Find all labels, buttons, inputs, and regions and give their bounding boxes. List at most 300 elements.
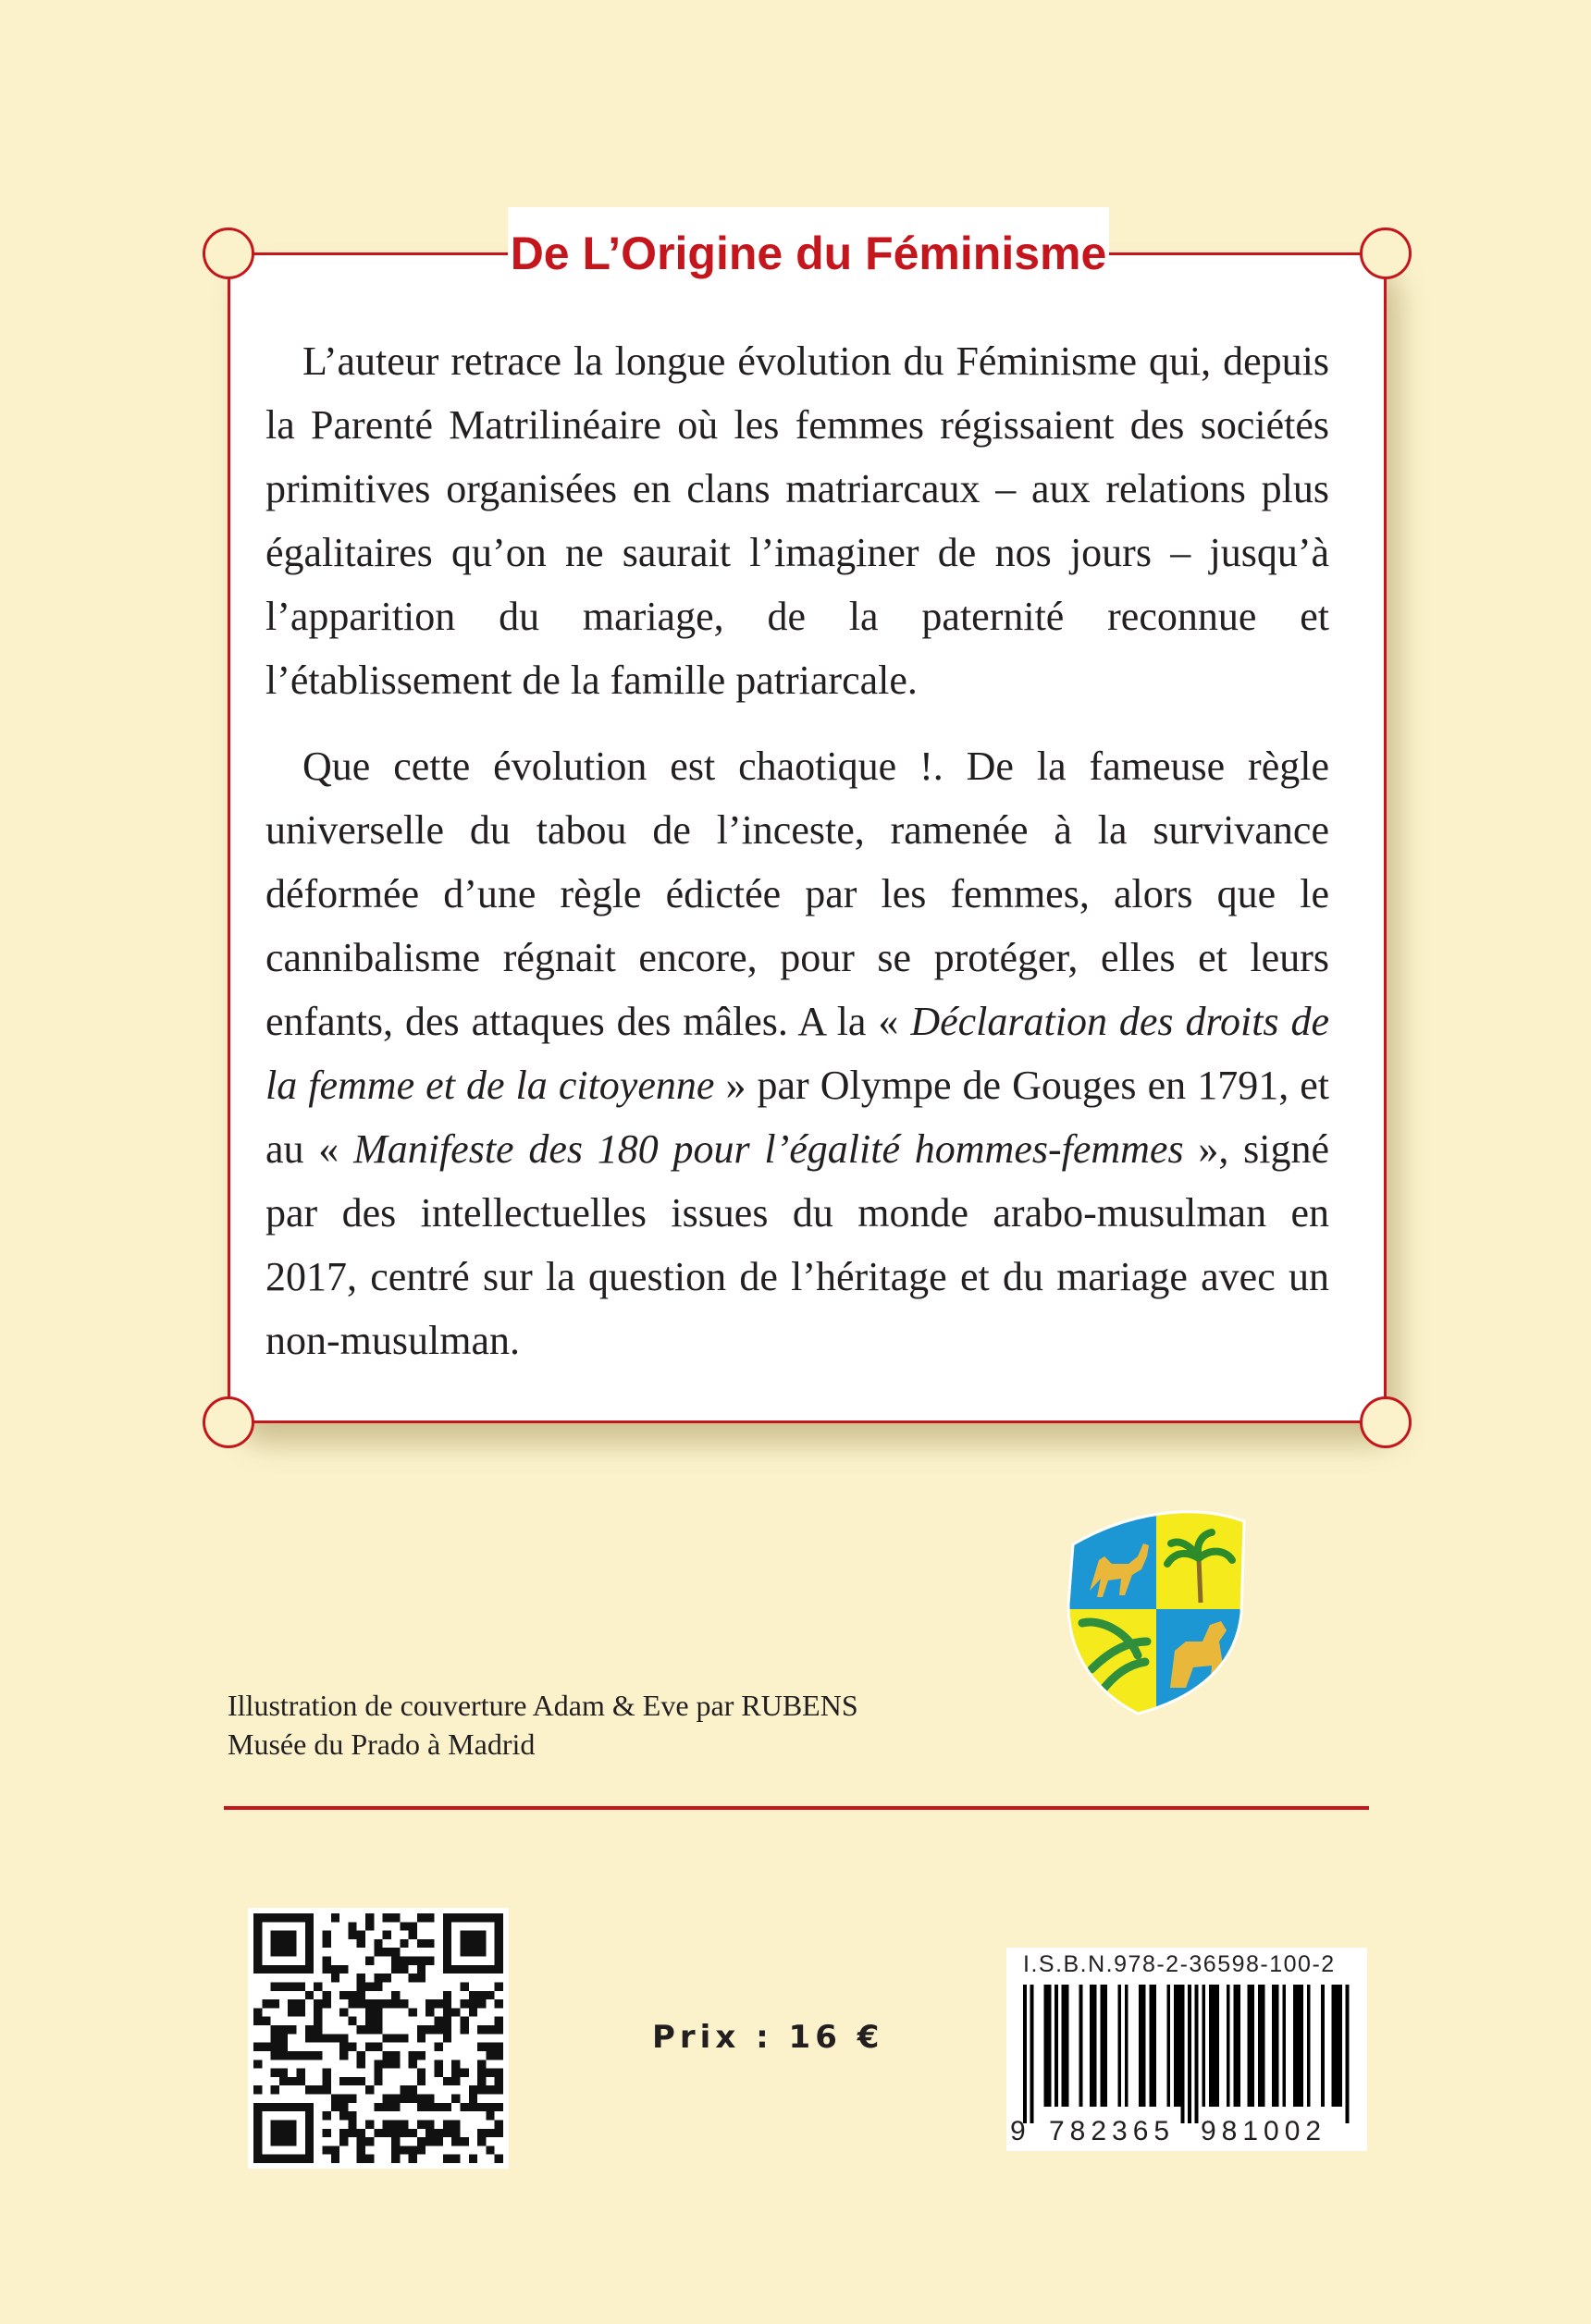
qr-module [435, 1999, 443, 2008]
qr-module [495, 1965, 503, 1974]
qr-module [253, 1957, 262, 1965]
barcode-bar [1023, 1985, 1027, 2123]
barcode-bar [1202, 1985, 1205, 2107]
qr-module [357, 1939, 365, 1948]
qr-module [383, 2051, 391, 2060]
qr-module [288, 2103, 296, 2111]
summary-paragraph-2-part-2: » par Olympe de Gouges en 1791, et au « [265, 1063, 1329, 1172]
qr-module [469, 1948, 477, 1956]
qr-module [417, 2077, 426, 2085]
barcode-bar [1125, 1985, 1128, 2107]
qr-module [374, 1939, 382, 1948]
divider [224, 1806, 1369, 1810]
qr-module [374, 1948, 382, 1956]
barcode-bar [1282, 1985, 1286, 2107]
qr-module [451, 2008, 460, 2016]
qr-module [435, 2025, 443, 2034]
qr-module [495, 1931, 503, 1939]
qr-module [262, 2155, 270, 2163]
qr-module [469, 2103, 477, 2111]
qr-module [288, 1939, 296, 1948]
qr-module [348, 2095, 356, 2103]
qr-module [383, 2129, 391, 2137]
qr-module [460, 2069, 468, 2077]
qr-module [279, 1931, 288, 1939]
qr-module [495, 2025, 503, 2034]
qr-module [253, 2129, 262, 2137]
barcode-bar [1065, 1985, 1068, 2107]
qr-module [443, 1939, 451, 1948]
credits-line-1: Illustration de couverture Adam & Eve par RUBENS [228, 1689, 858, 1722]
qr-module [365, 2085, 374, 2094]
qr-module [357, 1931, 365, 1939]
qr-module [409, 2129, 417, 2137]
qr-module [322, 2077, 330, 2085]
qr-module [297, 2069, 305, 2077]
qr-module [460, 1999, 468, 2008]
qr-module [391, 2103, 400, 2111]
qr-module [305, 1931, 314, 1939]
qr-module [391, 1957, 400, 1965]
qr-module [271, 1948, 279, 1956]
qr-module [339, 2077, 348, 2085]
qr-module [443, 1991, 451, 1999]
barcode-bar [1215, 1985, 1219, 2107]
qr-module [297, 2155, 305, 2163]
barcode-bar [1117, 1985, 1121, 2107]
qr-module [374, 2077, 382, 2085]
qr-module [435, 2069, 443, 2077]
qr-module [486, 2129, 494, 2137]
qr-module [253, 2155, 262, 2163]
qr-module [409, 1957, 417, 1965]
qr-module [451, 2120, 460, 2128]
qr-module [322, 1931, 330, 1939]
qr-module [339, 2043, 348, 2051]
qr-module [426, 1957, 434, 1965]
qr-module [460, 1965, 468, 1974]
qr-module [495, 2129, 503, 2137]
barcode-bar [1090, 1985, 1093, 2107]
barcode-bar [1307, 1985, 1311, 2107]
qr-module [486, 2085, 494, 2094]
qr-module [253, 2085, 262, 2094]
qr-module [305, 1939, 314, 1948]
qr-module [305, 1957, 314, 1965]
qr-module [477, 2025, 486, 2034]
qr-module [435, 2043, 443, 2051]
qr-module [365, 2120, 374, 2128]
qr-module [383, 1948, 391, 1956]
qr-module [486, 2146, 494, 2154]
qr-module [426, 2095, 434, 2103]
qr-module [288, 2051, 296, 2060]
barcode-bar [1272, 1985, 1276, 2107]
qr-module [348, 1991, 356, 1999]
qr-module [451, 2069, 460, 2077]
qr-module [305, 1948, 314, 1956]
qr-module [365, 1913, 374, 1922]
qr-module [348, 2043, 356, 2051]
qr-module [391, 2120, 400, 2128]
qr-module [477, 2103, 486, 2111]
qr-module [271, 2129, 279, 2137]
price-label: Prix : 16 € [652, 2019, 884, 2056]
qr-module [279, 1982, 288, 1990]
qr-module [495, 2103, 503, 2111]
qr-module [331, 1913, 339, 1922]
qr-module [365, 1982, 374, 1990]
qr-module [435, 2060, 443, 2068]
qr-module [322, 1991, 330, 1999]
isbn-number: I.S.B.N.978-2-36598-100-2 [1023, 1951, 1336, 1977]
card-corner-top-right [1360, 227, 1412, 279]
qr-module [357, 2077, 365, 2085]
qr-module [322, 2034, 330, 2042]
qr-module [409, 2146, 417, 2154]
qr-module [288, 1999, 296, 2008]
qr-module [322, 1957, 330, 1965]
qr-module [495, 2077, 503, 2085]
qr-module [279, 1948, 288, 1956]
qr-module [400, 2146, 408, 2154]
qr-module [365, 2025, 374, 2034]
barcode-bar [1346, 1985, 1350, 2123]
qr-module [391, 1948, 400, 1956]
qr-module [495, 2120, 503, 2128]
summary-paragraph-2-part-3: », signé par des intellectuelles issues du monde arabo-musulman en 2017, centré sur la question de l’héritage et du mariage avec un non-musulman. [265, 1126, 1329, 1363]
barcode-bar [1237, 1985, 1240, 2107]
qr-module [253, 1948, 262, 1956]
qr-module [271, 1965, 279, 1974]
qr-module [297, 2103, 305, 2111]
qr-code [248, 1908, 509, 2169]
qr-module [469, 1931, 477, 1939]
qr-module [279, 2034, 288, 2042]
summary-paragraph-2-part-1: Que cette évolution est chaotique !. De la fameuse règle universelle du tabou de l’inceste, ramenée à la survivance déformée d’une règle édictée par les femmes, alors que le cannibalisme régnait encore, pour se protéger, elles et leurs enfants, des attaques des mâles. A la « [265, 744, 1329, 1044]
qr-module [305, 2146, 314, 2154]
qr-module [443, 1999, 451, 2008]
qr-module [426, 1913, 434, 1922]
qr-module [400, 2095, 408, 2103]
cover-illustration-credits [228, 1686, 1060, 1764]
qr-module [305, 1913, 314, 1922]
qr-module [305, 1991, 314, 1999]
qr-module [305, 2051, 314, 2060]
qr-module [339, 2129, 348, 2137]
qr-module [486, 2103, 494, 2111]
qr-module [348, 1999, 356, 2008]
barcode-bar [1139, 1985, 1142, 2107]
summary-text [265, 329, 1329, 1395]
qr-module [495, 1939, 503, 1948]
qr-module [495, 1922, 503, 1930]
qr-module [417, 2120, 426, 2128]
barcode-bar [1079, 1985, 1083, 2107]
qr-module [477, 1939, 486, 1948]
qr-module [460, 1913, 468, 1922]
qr-module [383, 1913, 391, 1922]
qr-module [435, 2017, 443, 2025]
qr-module [443, 2129, 451, 2137]
qr-module [443, 2103, 451, 2111]
qr-module [322, 1999, 330, 2008]
qr-module [477, 2077, 486, 2085]
barcode-bar [1297, 1985, 1301, 2107]
barcode-bar [1174, 1985, 1178, 2107]
qr-module [288, 2120, 296, 2128]
barcode-bar [1188, 1985, 1191, 2123]
qr-module [322, 2085, 330, 2094]
qr-module [409, 1974, 417, 1982]
qr-module [271, 2043, 279, 2051]
qr-module [400, 1922, 408, 1930]
qr-module [314, 2085, 322, 2094]
qr-module [339, 2111, 348, 2120]
qr-module [469, 2085, 477, 2094]
qr-module [279, 2129, 288, 2137]
qr-module [451, 2155, 460, 2163]
qr-module [253, 1965, 262, 1974]
barcode-bar [1251, 1985, 1254, 2107]
qr-module [417, 2034, 426, 2042]
qr-module [460, 2137, 468, 2146]
qr-module [297, 2008, 305, 2016]
qr-module [469, 1991, 477, 1999]
qr-module [288, 2077, 296, 2085]
qr-module [253, 2146, 262, 2154]
qr-module [426, 2120, 434, 2128]
qr-module [400, 1999, 408, 2008]
barcode-bar [1195, 1985, 1199, 2123]
qr-module [253, 1931, 262, 1939]
qr-module [357, 2129, 365, 2137]
qr-module [322, 2129, 330, 2137]
qr-module [443, 2155, 451, 2163]
qr-module [391, 2095, 400, 2103]
qr-module [443, 2034, 451, 2042]
qr-module [469, 2095, 477, 2103]
qr-module [469, 1965, 477, 1974]
qr-module [417, 1913, 426, 1922]
qr-module [339, 1965, 348, 1974]
qr-module [339, 2051, 348, 2060]
qr-module [409, 2051, 417, 2060]
qr-module [271, 2103, 279, 2111]
qr-module [288, 1913, 296, 1922]
qr-module [374, 2060, 382, 2068]
qr-module [305, 2111, 314, 2120]
qr-module [305, 2034, 314, 2042]
qr-module [288, 1948, 296, 1956]
qr-module [297, 1982, 305, 1990]
barcode-bar [1100, 1985, 1104, 2107]
qr-module [365, 1999, 374, 2008]
qr-module [348, 2111, 356, 2120]
summary-card [228, 227, 1387, 1423]
qr-module [435, 2103, 443, 2111]
qr-module [348, 2077, 356, 2085]
barcode-bar [1213, 1985, 1216, 2107]
barcode-bar [1153, 1985, 1156, 2107]
qr-module [288, 2155, 296, 2163]
qr-module [374, 1974, 382, 1982]
qr-module [271, 2051, 279, 2060]
barcode-bar [1104, 1985, 1107, 2107]
qr-module [271, 1913, 279, 1922]
qr-module [486, 2069, 494, 2077]
summary-paragraph-2 [265, 734, 1329, 1372]
qr-module [271, 1939, 279, 1948]
qr-module [288, 2008, 296, 2016]
qr-module [460, 2103, 468, 2111]
coat-of-arms-icon [1064, 1503, 1249, 1715]
qr-module [495, 1957, 503, 1965]
qr-module [477, 1913, 486, 1922]
qr-module [443, 2120, 451, 2128]
qr-module [288, 2025, 296, 2034]
qr-module [271, 1999, 279, 2008]
qr-module [383, 2103, 391, 2111]
qr-module [357, 2146, 365, 2154]
qr-module [451, 2060, 460, 2068]
qr-module [374, 2103, 382, 2111]
qr-module [409, 1922, 417, 1930]
barcode-bar [1248, 1985, 1252, 2107]
qr-module [271, 2025, 279, 2034]
qr-module [460, 1931, 468, 1939]
barcode-bar [1293, 1985, 1297, 2107]
qr-module [374, 1982, 382, 1990]
qr-module [477, 1931, 486, 1939]
barcode-bar [1258, 1985, 1262, 2107]
qr-module [374, 1999, 382, 2008]
qr-module [331, 2095, 339, 2103]
qr-module [348, 1922, 356, 1930]
qr-module [374, 2017, 382, 2025]
qr-module [460, 1982, 468, 1990]
qr-module [253, 2008, 262, 2016]
qr-module [426, 2129, 434, 2137]
barcode-bar [1321, 1985, 1325, 2107]
qr-module [460, 1948, 468, 1956]
barcode-bar [1030, 1985, 1034, 2123]
qr-module [288, 2137, 296, 2146]
barcode-digit-first: 9 [1010, 2116, 1026, 2146]
qr-module [391, 2137, 400, 2146]
qr-module [288, 1982, 296, 1990]
qr-module [486, 2051, 494, 2060]
qr-module [409, 2060, 417, 2068]
qr-module [374, 2069, 382, 2077]
qr-module [305, 2137, 314, 2146]
barcode-bars [1023, 1985, 1356, 2123]
qr-module [331, 2155, 339, 2163]
qr-module [253, 1913, 262, 1922]
barcode-bar [1062, 1985, 1066, 2107]
barcode-bar [1166, 1985, 1170, 2107]
qr-module [271, 1982, 279, 1990]
qr-module [357, 2155, 365, 2163]
qr-module [339, 2137, 348, 2146]
qr-module [417, 2095, 426, 2103]
qr-module [417, 2069, 426, 2077]
barcode-bar [1276, 1985, 1279, 2107]
qr-module [374, 2025, 382, 2034]
qr-module [477, 2085, 486, 2094]
qr-module [314, 2017, 322, 2025]
qr-module [443, 2025, 451, 2034]
qr-module [279, 1939, 288, 1948]
qr-module [391, 2051, 400, 2060]
barcode-bar [1338, 1985, 1342, 2107]
qr-module [348, 2017, 356, 2025]
qr-module [279, 2077, 288, 2085]
qr-module [495, 1948, 503, 1956]
qr-module [400, 1957, 408, 1965]
barcode-digit-group-2: 981002 [1201, 2116, 1327, 2146]
qr-module [271, 2069, 279, 2077]
manifeste-title: Manifeste des 180 pour l’égalité hommes-femmes [353, 1126, 1184, 1172]
qr-module [262, 1965, 270, 1974]
qr-module [443, 1948, 451, 1956]
barcode-bar [1142, 1985, 1146, 2107]
qr-module [451, 1965, 460, 1974]
qr-module [262, 2103, 270, 2111]
qr-module [262, 1999, 270, 2008]
qr-module [339, 2103, 348, 2111]
qr-module [495, 2085, 503, 2094]
qr-module [486, 1965, 494, 1974]
qr-module [417, 2103, 426, 2111]
qr-module [495, 2051, 503, 2060]
qr-module [486, 1991, 494, 1999]
qr-module [495, 1913, 503, 1922]
qr-module [477, 1965, 486, 1974]
barcode-bar [1044, 1985, 1048, 2107]
qr-module [279, 2137, 288, 2146]
qr-module [477, 2069, 486, 2077]
qr-module [271, 2137, 279, 2146]
qr-module [443, 1965, 451, 1974]
qr-module [469, 1939, 477, 1948]
qr-module [443, 1922, 451, 1930]
qr-module [426, 2025, 434, 2034]
qr-module [339, 2008, 348, 2016]
qr-module [365, 2137, 374, 2146]
qr-module [253, 2111, 262, 2120]
qr-module [391, 1999, 400, 2008]
qr-module [297, 1913, 305, 1922]
qr-module [477, 2137, 486, 2146]
qr-module [391, 1991, 400, 1999]
qr-module [357, 1982, 365, 1990]
qr-module [495, 2069, 503, 2077]
qr-module [305, 2155, 314, 2163]
qr-module [271, 2155, 279, 2163]
qr-module [417, 1957, 426, 1965]
qr-module [305, 2129, 314, 2137]
qr-module [400, 2129, 408, 2137]
qr-module [495, 2043, 503, 2051]
qr-module [365, 2043, 374, 2051]
barcode-bar [1093, 1985, 1097, 2107]
qr-module [365, 2155, 374, 2163]
qr-module [460, 1939, 468, 1948]
qr-module [469, 2155, 477, 2163]
barcode-bar [1335, 1985, 1338, 2107]
qr-module [314, 2034, 322, 2042]
